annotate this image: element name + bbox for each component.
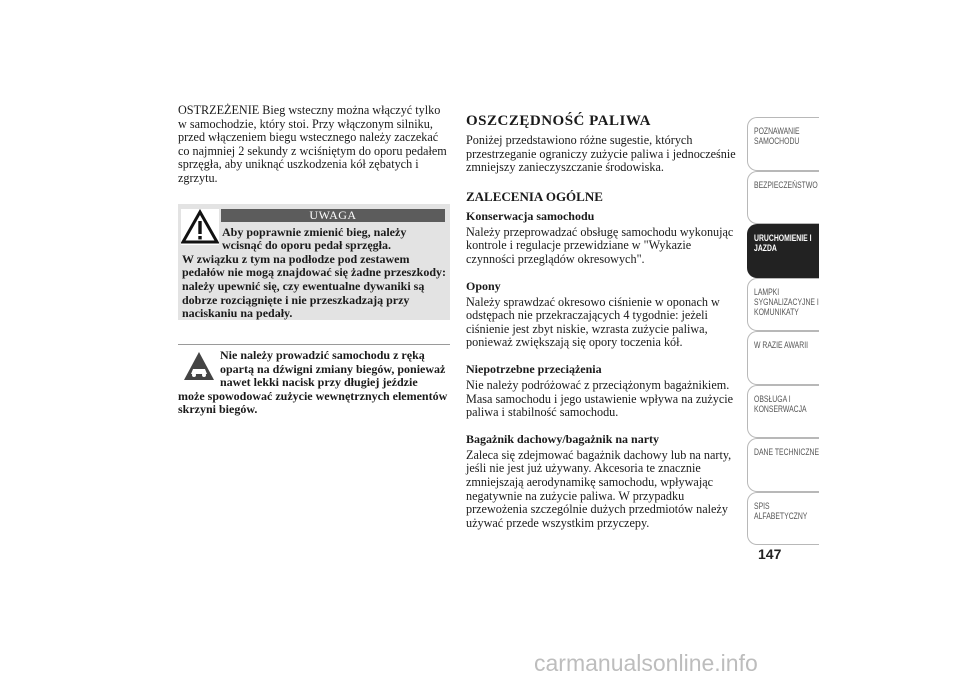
subsection-text: Należy sprawdzać okresowo ciśnienie w oponach w odstępach nie przekraczających 4 tygodnie: jeżeli ciśnienie jest zbyt niskie, wzrasta zużycie paliwa, ponieważ zwiększają się opory toczenia kół. (466, 294, 720, 350)
warning-text (182, 226, 446, 321)
subsection-text: Nie należy podróżować z przeciążonym bagażnikiem. Masa samochodu i jego ustawienie wpływa na zużycie paliwa i stabilność samochodu. (466, 377, 734, 420)
warning-text-rest: W związku z tym na podłodze pod zestawem pedałów nie mogą znajdować się żadne przeszkody: należy upewnić się, czy ewentualne dywaniki są dobrze rozciągnięte i nie przeszkadzają przy naciskaniu na pedały. (182, 251, 446, 321)
tab-spis-alfabetyczny[interactable] (747, 492, 819, 546)
subsection-heading: Bagażnik dachowy/bagażnik na narty (466, 431, 660, 446)
tab-w-razie-awarii[interactable] (747, 331, 819, 385)
tab-uruchomienie-i-jazda[interactable] (747, 224, 819, 278)
page-number: 147 (758, 546, 782, 562)
eco-car-icon (182, 350, 216, 384)
subsection-text: Zaleca się zdejmować bagażnik dachowy lub na narty, jeśli nie jest już używany. Akcesoria te znacznie zmniejszają aerodynamikę samochodu, wpływając negatywnie na zużycie paliwa. W przypadku przewożenia szczególnie dużych przedmiotów należy używać przede wszystkim przyczepy. (466, 447, 732, 530)
tab-label: DANE TECHNICZNE (754, 447, 820, 457)
tab-poznawanie-samochodu[interactable] (747, 117, 819, 171)
subsection-heading: Konserwacja samochodu (466, 208, 595, 223)
reverse-gear-warning-text: OSTRZEŻENIE Bieg wsteczny można włączyć tylko w samochodzie, który stoi. Przy włączonym silniku, przed włączeniem biegu wstecznego należy zaczekać co najmniej 2 sekundy z wciśniętym do oporu pedałem sprzęgła, aby uniknąć uszkodzenia kół zębatych i zgrzytu. (178, 103, 447, 185)
watermark: carmanualsonline.info (534, 650, 758, 676)
tab-obsluga-i-konserwacja[interactable] (747, 385, 819, 439)
tab-label: SPIS ALFABETYCZNY (754, 500, 808, 521)
tab-label: LAMPKI SYGNALIZACYJNE I KOMUNIKATY (754, 286, 819, 317)
general-recommendations-heading: ZALECENIA OGÓLNE (466, 188, 603, 204)
tab-bezpieczenstwo[interactable] (747, 171, 819, 225)
note-text-first: Nie należy prowadzić samochodu z ręką opartą na dźwigni zmiany biegów, ponieważ nawet lekki nacisk przy długiej jeździe (220, 348, 446, 390)
tab-lampki-sygnalizacyjne[interactable] (747, 278, 819, 332)
tab-label: BEZPIECZEŃSTWO (754, 179, 818, 190)
subsection-heading: Opony (466, 278, 501, 293)
tab-label: OBSŁUGA I KONSERWACJA (754, 393, 807, 414)
tab-label: POZNAWANIE SAMOCHODU (754, 126, 800, 146)
tab-label: URUCHOMIENIE I JAZDA (754, 233, 812, 253)
warning-box (178, 204, 450, 320)
left-column (178, 103, 450, 417)
note-text (178, 349, 450, 417)
warning-text-first: Aby poprawnie zmienić bieg, należy wcisnąć do oporu pedał sprzęgła. (222, 224, 407, 253)
right-column (466, 112, 742, 530)
note-divider (178, 344, 450, 345)
note-text-rest: może spowodować zużycie wewnętrznych elementów skrzyni biegów. (178, 388, 448, 417)
chapter-tabs (747, 117, 819, 545)
subsection-heading: Niepotrzebne przeciążenia (466, 361, 602, 376)
tab-dane-techniczne[interactable] (747, 438, 819, 492)
section-title: OSZCZĘDNOŚĆ PALIWA (466, 113, 652, 129)
eco-note (178, 344, 450, 417)
section-intro: Poniżej przedstawiono różne sugestie, których przestrzeganie ograniczy zużycie paliwa i jednocześnie zmniejszy zanieczyszczanie środowiska. (466, 133, 736, 175)
warning-header: UWAGA (221, 209, 445, 222)
tab-label: W RAZIE AWARII (754, 340, 809, 350)
subsection-text: Należy przeprowadzać obsługę samochodu wykonując kontrole i regulacje przewidziane w "Wykazie czynności przeglądów okresowych". (466, 224, 734, 266)
